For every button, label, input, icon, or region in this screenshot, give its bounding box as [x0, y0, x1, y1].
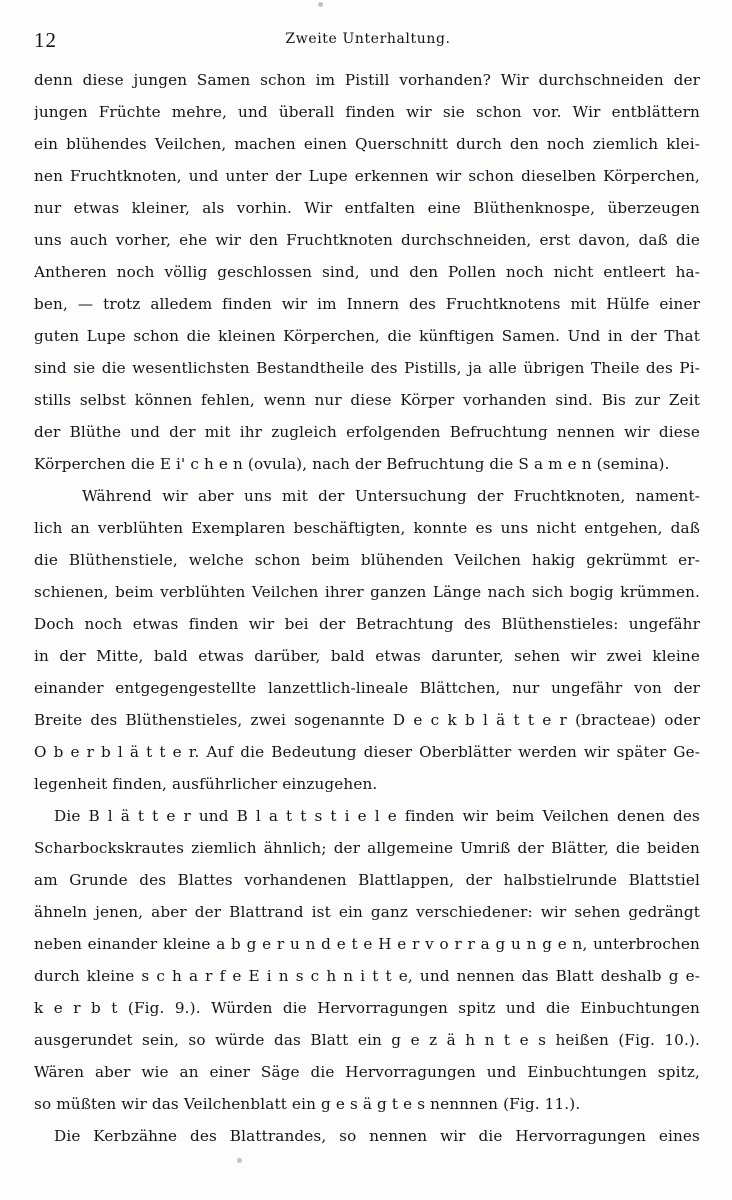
body-text [34, 64, 700, 1152]
page-number: 12 [34, 28, 57, 52]
text-line: ein blühendes Veilchen, machen einen Querschnitt durch den noch ziemlich klei- [34, 135, 700, 153]
text-line: ähneln jenen, aber der Blattrand ist ein ganz verschiedener: wir sehen gedrängt [34, 903, 700, 921]
text-line: ben, — trotz alledem finden wir im Innern des Fruchtknotens mit Hülfe einer [34, 295, 700, 313]
text-line: ausgerundet sein, so würde das Blatt ein g e z ä h n t e s heißen (Fig. 10.). [34, 1031, 700, 1049]
page-header [34, 24, 702, 54]
text-line: neben einander kleine a b g e r u n d e t e H e r v o r r a g u n g e n, unterbrochen [34, 935, 700, 953]
text-line: Scharbockskrautes ziemlich ähnlich; der allgemeine Umriß der Blätter, die beiden [34, 839, 700, 857]
text-line: k e r b t (Fig. 9.). Würden die Hervorragungen spitz und die Einbuchtungen [34, 999, 700, 1017]
text-line: O b e r b l ä t t e r. Auf die Bedeutung dieser Oberblätter werden wir später Ge- [34, 743, 700, 761]
text-line: lich an verblühten Exemplaren beschäftigten, konnte es uns nicht entgehen, daß [34, 519, 700, 537]
text-line: die Blüthenstiele, welche schon beim blühenden Veilchen hakig gekrümmt er- [34, 551, 700, 569]
paper-speck [237, 1158, 242, 1163]
text-line: einander entgegengestellte lanzettlich-lineale Blättchen, nur ungefähr von der [34, 679, 700, 697]
text-line: Körperchen die E i' c h e n (ovula), nach der Befruchtung die S a m e n (semina). [34, 455, 670, 473]
text-line: denn diese jungen Samen schon im Pistill vorhanden? Wir durchschneiden der [34, 71, 700, 89]
text-line: Breite des Blüthenstieles, zwei sogenannte D e c k b l ä t t e r (bracteae) oder [34, 711, 700, 729]
text-line: so müßten wir das Veilchenblatt ein g e s ä g t e s nennnen (Fig. 11.). [34, 1095, 581, 1113]
text-line: nur etwas kleiner, als vorhin. Wir entfalten eine Blüthenknospe, überzeugen [34, 199, 700, 217]
text-line: guten Lupe schon die kleinen Körperchen, die künftigen Samen. Und in der That [34, 327, 700, 345]
text-line: Doch noch etwas finden wir bei der Betrachtung des Blüthenstieles: ungefähr [34, 615, 700, 633]
text-line: schienen, beim verblühten Veilchen ihrer ganzen Länge nach sich bogig krümmen. [34, 583, 700, 601]
text-line: jungen Früchte mehre, und überall finden wir sie schon vor. Wir entblättern [34, 103, 700, 121]
text-line: Wären aber wie an einer Säge die Hervorragungen und Einbuchtungen spitz, [34, 1063, 700, 1081]
text-line: Während wir aber uns mit der Untersuchung der Fruchtknoten, nament- [82, 487, 700, 505]
text-line: sind sie die wesentlichsten Bestandtheile des Pistills, ja alle übrigen Theile des Pi- [34, 359, 700, 377]
paper-speck [318, 2, 323, 7]
text-line: uns auch vorher, ehe wir den Fruchtknoten durchschneiden, erst davon, daß die [34, 231, 700, 249]
text-line: Die B l ä t t e r und B l a t t s t i e l e finden wir beim Veilchen denen des [54, 807, 700, 825]
text-line: der Blüthe und der mit ihr zugleich erfolgenden Befruchtung nennen wir diese [34, 423, 700, 441]
running-head: Zweite Unterhaltung. [285, 31, 451, 47]
text-line: Antheren noch völlig geschlossen sind, und den Pollen noch nicht entleert ha- [34, 263, 700, 281]
text-line: in der Mitte, bald etwas darüber, bald etwas darunter, sehen wir zwei kleine [34, 647, 700, 665]
text-line: stills selbst können fehlen, wenn nur diese Körper vorhanden sind. Bis zur Zeit [34, 391, 700, 409]
text-line: legenheit finden, ausführlicher einzugehen. [34, 775, 378, 793]
text-line: durch kleine s c h a r f e E i n s c h n i t t e, und nennen das Blatt deshalb g e- [34, 967, 700, 985]
text-line: nen Fruchtknoten, und unter der Lupe erkennen wir schon dieselben Körperchen, [34, 167, 700, 185]
text-line: Die Kerbzähne des Blattrandes, so nennen wir die Hervorragungen eines [54, 1127, 700, 1145]
text-line: am Grunde des Blattes vorhandenen Blattlappen, der halbstielrunde Blattstiel [34, 871, 700, 889]
